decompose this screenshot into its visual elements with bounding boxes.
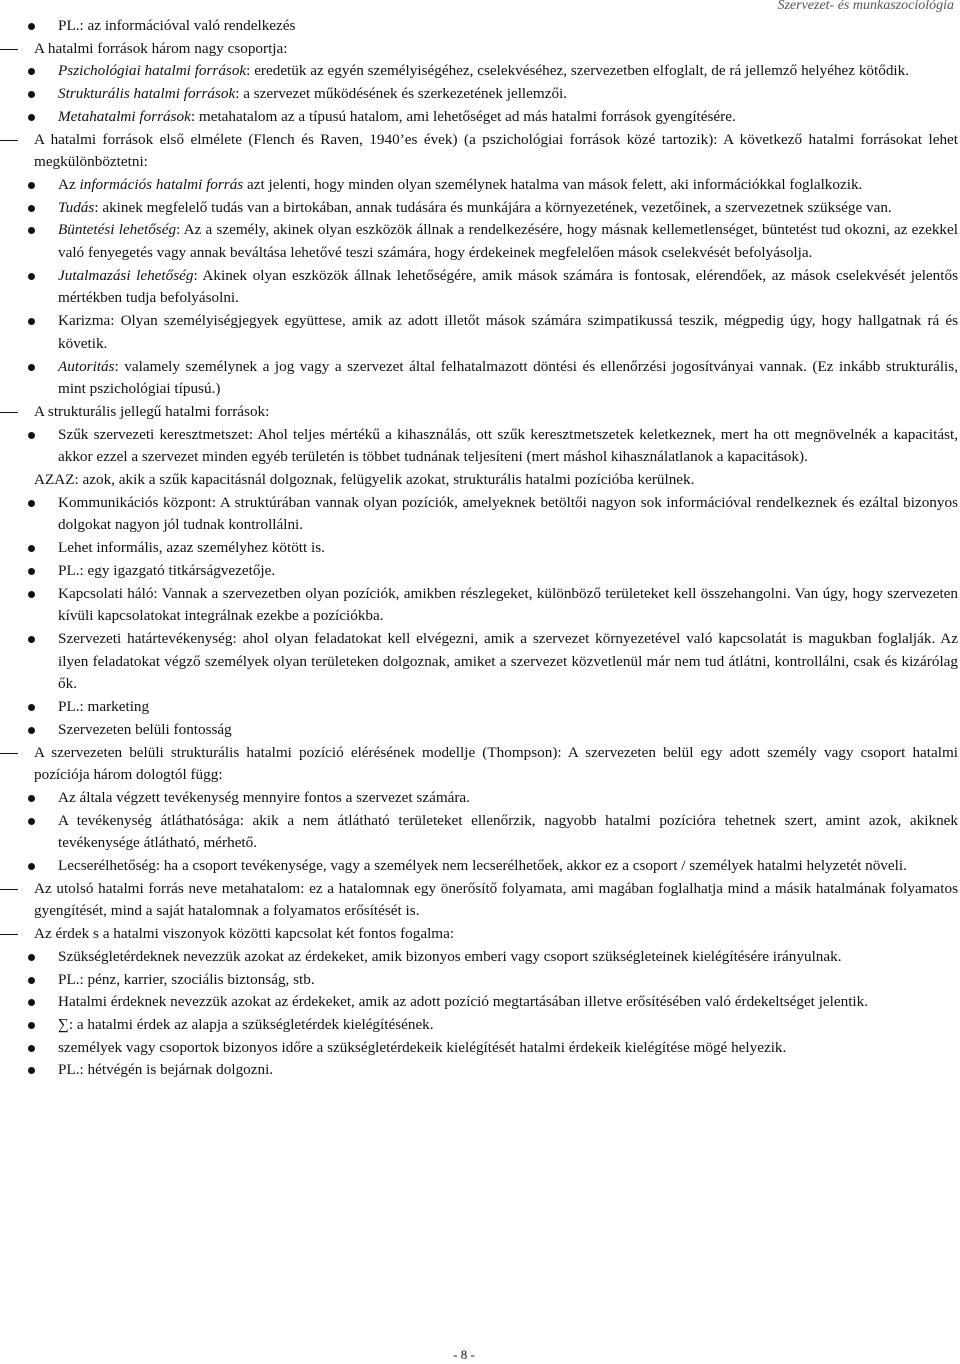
text-run: ∑: a hatalmi érdek az alapja a szükségletérdek kielégítésének. bbox=[58, 1015, 434, 1033]
bullet-item bbox=[0, 356, 958, 401]
text-run: Szűk szervezeti keresztmetszet: Ahol teljes mértékű a kihasználás, ott szűk keresztmetszetek keletkeznek, mert ha ott megnövelnék a kapacitást, akkor ezzel a szervezet minden egyéb területén is többet tudnának teljesíteni (mert máshol kihasználatlanok a kapacitások). bbox=[58, 425, 958, 466]
italic-term: Pszichológiai hatalmi források bbox=[58, 62, 247, 80]
text-run: PL.: pénz, karrier, szociális biztonság, stb. bbox=[58, 970, 315, 988]
dash-item bbox=[0, 878, 958, 923]
text-run: PL.: az információval való rendelkezés bbox=[58, 17, 296, 34]
text-run: : a szervezet működésének és szerkezetének jellemzői. bbox=[235, 85, 568, 103]
italic-term: Tudás bbox=[58, 198, 95, 216]
bullet-item bbox=[0, 15, 958, 38]
text-run: Szervezeti határtevékenység: ahol olyan feladatokat kell elvégezni, amik a szervezet környezetével való kapcsolatát is magukban foglalják. Az ilyen feladatokat végző személyek olyan területeken dolgoznak, amiket a szervezet közvetlenül már nem tud átlátni, kontrollálni, csak és kizárólag ők. bbox=[58, 629, 958, 693]
text-run: A szervezeten belüli strukturális hatalmi pozíció elérésének modellje (Thompson): A szervezeten belül egy adott személy vagy csoport hatalmi pozíciója három dologtól függ: bbox=[34, 743, 958, 784]
bullet-item bbox=[0, 696, 958, 719]
bullet-item bbox=[0, 628, 958, 696]
text-run: Karizma: Olyan személyiségjegyek együttese, amik az adott illetőt mások számára szimpatikussá teszik, mégpedig úgy, hogy hallgatnak rá és követik. bbox=[58, 312, 958, 352]
text-run: Lecserélhetőség: ha a csoport tevékenysége, vagy a személyek nem lecserélhetőek, akkor ez a csoport / személyek hatalmi helyzetét növeli. bbox=[58, 857, 907, 875]
text-run: : Akinek olyan eszközök állnak lehetőségére, amik mások számára is fontosak, elérendőek, az mások cselekvését jelentős mértékben tudja befolyásolni. bbox=[58, 266, 958, 307]
bullet-item bbox=[0, 219, 958, 264]
text-run: PL.: egy igazgató titkárságvezetője. bbox=[58, 561, 276, 579]
text-run: : eredetük az egyén személyiségéhez, cselekvéséhez, szervezetben elfoglalt, de rá jellemző helyéhez kötődik. bbox=[246, 62, 910, 80]
bullet-item bbox=[0, 106, 958, 129]
text-run: Lehet informális, azaz személyhez kötött is. bbox=[58, 539, 325, 557]
text-run: Az érdek s a hatalmi viszonyok közötti kapcsolat két fontos fogalma: bbox=[34, 925, 455, 943]
bullet-item bbox=[0, 969, 958, 992]
bullet-item bbox=[0, 946, 958, 969]
italic-term: információs hatalmi forrás bbox=[79, 175, 244, 193]
text-run: : akinek megfelelő tudás van a birtokában, annak tudására és munkájára a környezetének, vezetőinek, a szervezetnek szüksége van. bbox=[94, 198, 892, 216]
bullet-item bbox=[0, 583, 958, 628]
bullet-item bbox=[0, 424, 958, 469]
text-run: Kapcsolati háló: Vannak a szervezetben olyan pozíciók, amikben részlegeket, különböző területeket kell összehangolni. Van úgy, hogy szervezeten kívüli kapcsolatokat integrálnak ezekbe a pozíciókba. bbox=[58, 584, 958, 625]
bullet-item bbox=[0, 787, 958, 810]
text-run: AZAZ: azok, akik a szűk kapacitásnál dolgoznak, felügyelik azokat, strukturális hatalmi pozícióba kerülnek. bbox=[34, 471, 695, 489]
bullet-item bbox=[0, 810, 958, 855]
dash-item bbox=[0, 923, 958, 946]
text-run: A hatalmi források három nagy csoportja: bbox=[34, 39, 288, 57]
text-run: A tevékenység átláthatósága: akik a nem átlátható területeket ellenőrzik, nagyobb hatalmi pozícióra tehetnek szert, amint azok, akiknek tevékenysége átlátható, mérhető. bbox=[58, 811, 958, 852]
bullet-item bbox=[0, 1014, 958, 1037]
bullet-item bbox=[0, 174, 958, 197]
bullet-item bbox=[0, 537, 958, 560]
bullet-item bbox=[0, 197, 958, 220]
text-run: A strukturális jellegű hatalmi források: bbox=[34, 402, 270, 420]
text-run: Az bbox=[58, 175, 80, 193]
text-run: Az általa végzett tevékenység mennyire fontos a szervezet számára. bbox=[58, 788, 470, 806]
bullet-item bbox=[0, 719, 958, 742]
text-run: : valamely személynek a jog vagy a szervezet által felhatalmazott döntési és ellenőrzési jogosítványai vannak. (Ez inkább strukturális, mint pszichológiai típusú.) bbox=[58, 357, 958, 398]
text-run: Hatalmi érdeknek nevezzük azokat az érdekeket, amik az adott pozíció megtartásában illetve erősítésében való érdekeltséget jelentik. bbox=[58, 993, 869, 1011]
document-body bbox=[0, 15, 958, 1082]
dash-item bbox=[0, 38, 958, 61]
italic-term: Metahatalmi források bbox=[58, 107, 191, 125]
bullet-item bbox=[0, 265, 958, 310]
dash-item bbox=[0, 742, 958, 787]
page-number: - 8 - bbox=[453, 1347, 475, 1362]
bullet-item bbox=[0, 855, 958, 878]
bullet-item bbox=[0, 492, 958, 537]
dash-item bbox=[0, 401, 958, 424]
bullet-item bbox=[0, 560, 958, 583]
italic-term: Autoritás bbox=[58, 357, 115, 375]
text-run: azt jelenti, hogy minden olyan személynek hatalma van mások felett, aki információkkal foglalkozik. bbox=[243, 175, 863, 193]
bullet-item bbox=[0, 1037, 958, 1060]
italic-term: Jutalmazási lehetőség bbox=[58, 266, 194, 284]
text-run: PL.: marketing bbox=[58, 698, 150, 716]
dash-item bbox=[0, 129, 958, 174]
text-run: PL.: hétvégén is bejárnak dolgozni. bbox=[58, 1061, 274, 1079]
bullet-item bbox=[0, 60, 958, 83]
text-run: Kommunikációs központ: A struktúrában vannak olyan pozíciók, amelyeknek betöltői nagyon sok információval rendelkeznek és ezáltal bizonyos dolgokat nagyon jól tudnak kontrollálni. bbox=[58, 493, 958, 534]
plain-paragraph bbox=[0, 469, 958, 492]
text-run: : metahatalom az a típusú hatalom, ami lehetőséget ad más hatalmi források gyengítésére. bbox=[190, 107, 736, 125]
bullet-item bbox=[0, 991, 958, 1014]
bullet-item bbox=[0, 310, 958, 355]
bullet-item bbox=[0, 1059, 958, 1082]
running-header: Szervezet- és munkaszociológia bbox=[777, 0, 954, 13]
text-run: Az utolsó hatalmi forrás neve metahatalom: ez a hatalomnak egy önerősítő folyamata, ami magában foglalhatja mind a másik hatalmának folyamatos gyengítését, mind a saját hatalomnak a folyamatos erősítését is. bbox=[34, 879, 958, 920]
text-run: A hatalmi források első elmélete (Flench és Raven, 1940’es évek) (a pszichológiai források közé tartozik): A következő hatalmi forrásokat lehet megkülönböztetni: bbox=[34, 130, 958, 171]
text-run: Szervezeten belüli fontosság bbox=[58, 720, 232, 738]
text-run: Szükségletérdeknek nevezzük azokat az érdekeket, amik bizonyos emberi vagy csoport szükségleteinek kielégítésére irányulnak. bbox=[58, 947, 842, 965]
italic-term: Büntetési lehetőség bbox=[58, 221, 177, 239]
italic-term: Strukturális hatalmi források bbox=[58, 85, 236, 103]
text-run: : Az a személy, akinek olyan eszközök állnak a rendelkezésére, hogy másnak kellemetlenséget, büntetést tud okozni, az ezekkel való fenyegetés vagy annak beváltása lehetővé teszi számára, hogy érdekeinek megfelelően mások cselekvését befolyásolja. bbox=[58, 221, 958, 262]
bullet-item bbox=[0, 83, 958, 106]
text-run: személyek vagy csoportok bizonyos időre a szükségletérdekeik kielégítését hatalmi érdekeik kielégítése mögé helyezik. bbox=[58, 1038, 787, 1056]
